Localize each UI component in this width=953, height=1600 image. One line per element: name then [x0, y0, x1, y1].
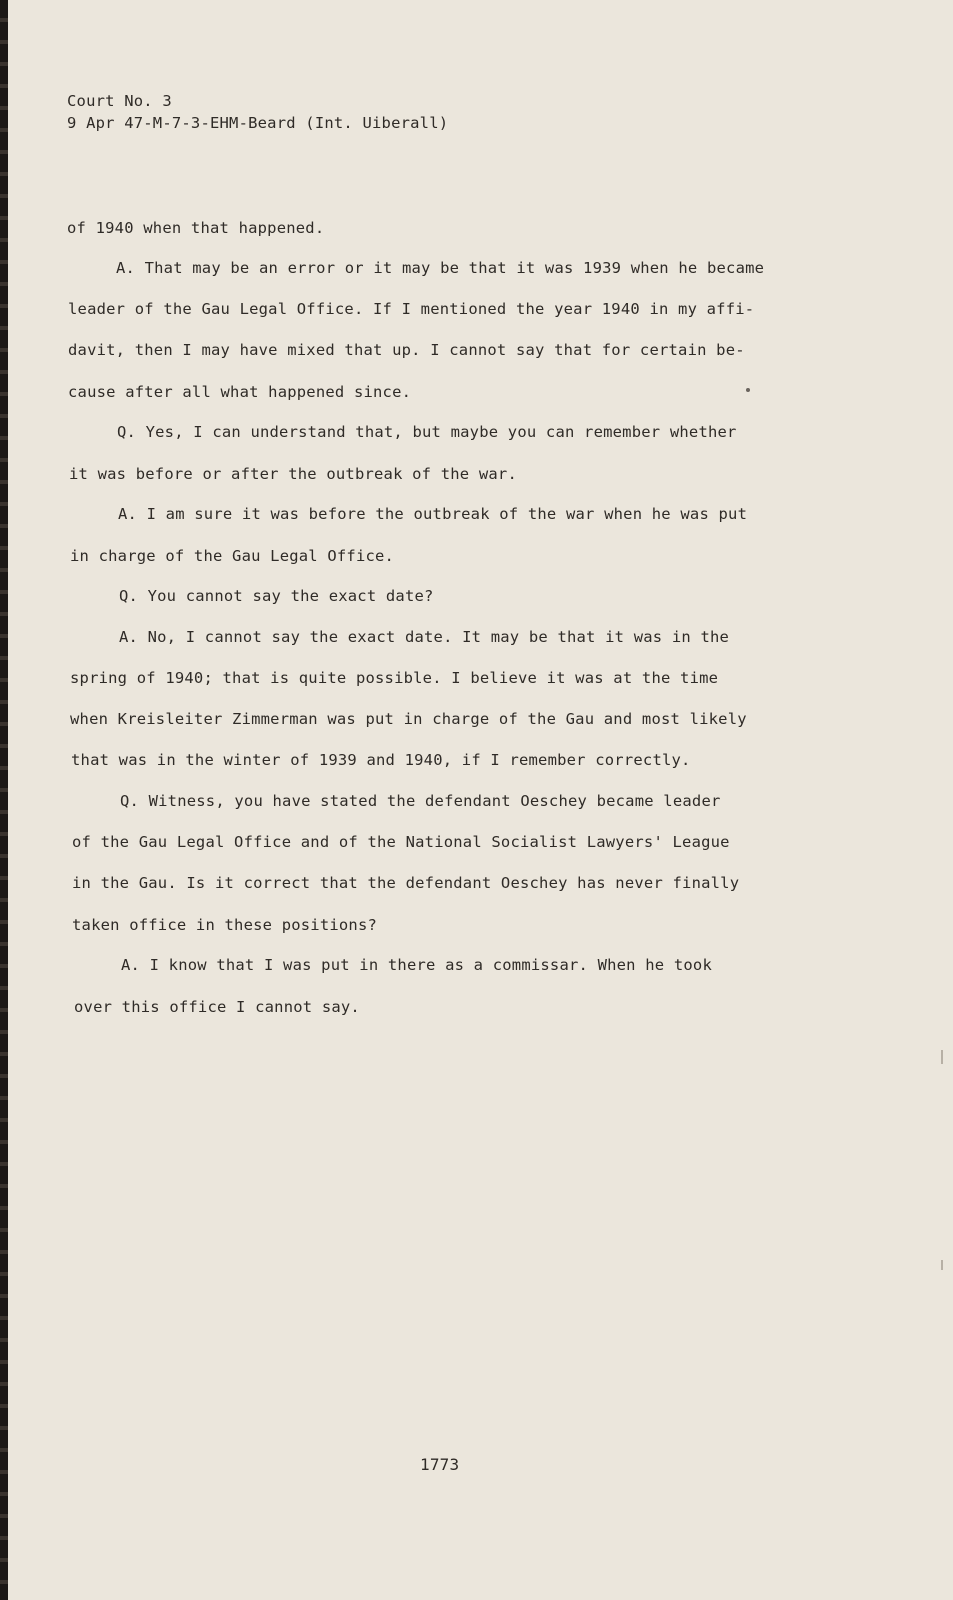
- transcript-line: davit, then I may have mixed that up. I cannot say that for certain be-: [68, 341, 745, 359]
- paper-mark: [941, 1050, 943, 1064]
- transcript-line: Q. Witness, you have stated the defendant Oeschey became leader: [120, 792, 721, 810]
- document-header: [67, 90, 448, 134]
- document-page: [8, 0, 953, 1600]
- transcript-line: when Kreisleiter Zimmerman was put in charge of the Gau and most likely: [70, 710, 747, 728]
- ink-speck: [746, 388, 750, 392]
- transcript-line: Q. You cannot say the exact date?: [119, 587, 434, 605]
- paper-mark: [941, 1260, 943, 1270]
- transcript-line: A. I am sure it was before the outbreak of the war when he was put: [118, 505, 748, 523]
- transcript-line: A. I know that I was put in there as a commissar. When he took: [121, 956, 712, 974]
- transcript-line: that was in the winter of 1939 and 1940, if I remember correctly.: [71, 751, 691, 769]
- transcript-line: spring of 1940; that is quite possible. I believe it was at the time: [70, 669, 719, 687]
- transcript-line: A. No, I cannot say the exact date. It may be that it was in the: [119, 628, 730, 646]
- court-number: Court No. 3: [67, 92, 172, 110]
- transcript-line: Q. Yes, I can understand that, but maybe you can remember whether: [117, 423, 737, 441]
- transcript-line: over this office I cannot say.: [74, 998, 360, 1016]
- transcript-line: of 1940 when that happened.: [67, 219, 325, 237]
- transcript-line: A. That may be an error or it may be that it was 1939 when he became: [116, 259, 765, 277]
- session-reference: 9 Apr 47-M-7-3-EHM-Beard (Int. Uiberall): [67, 114, 449, 132]
- binding-edge: [0, 0, 8, 1600]
- transcript-line: in charge of the Gau Legal Office.: [70, 547, 395, 565]
- transcript-line: of the Gau Legal Office and of the National Socialist Lawyers' League: [72, 833, 730, 851]
- transcript-line: in the Gau. Is it correct that the defendant Oeschey has never finally: [72, 874, 740, 892]
- page-number: 1773: [420, 1455, 460, 1474]
- transcript-line: taken office in these positions?: [72, 916, 378, 934]
- transcript-line: leader of the Gau Legal Office. If I mentioned the year 1940 in my affi-: [68, 300, 755, 318]
- transcript-line: cause after all what happened since.: [68, 383, 412, 401]
- transcript-line: it was before or after the outbreak of the war.: [69, 465, 517, 483]
